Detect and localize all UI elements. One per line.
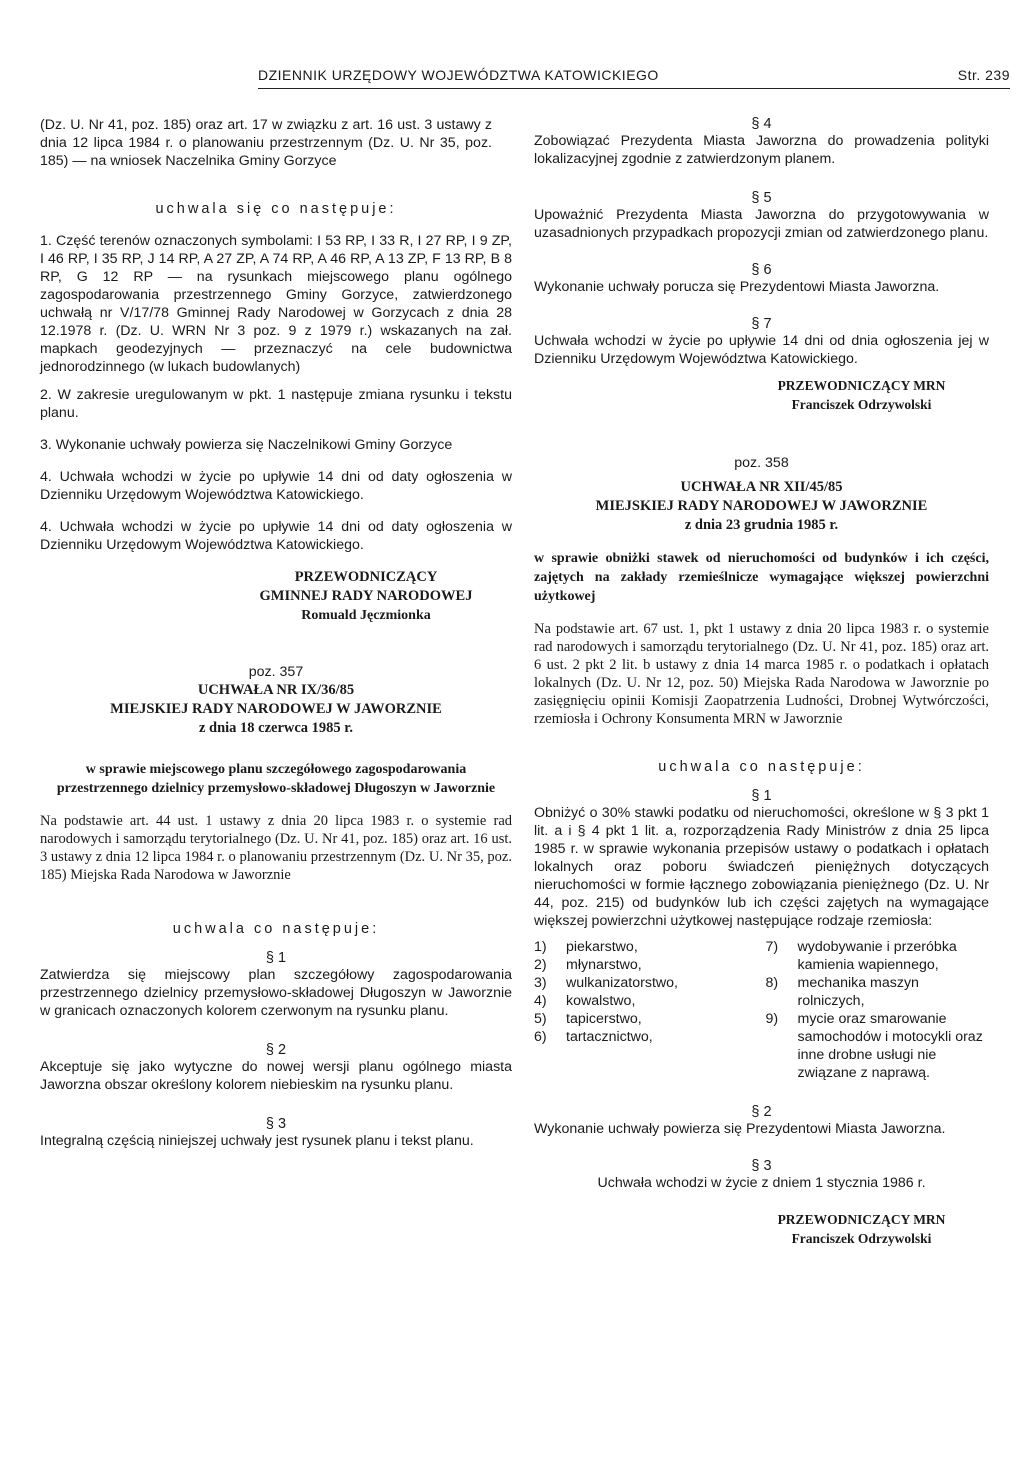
section-2-text: Akceptuje się jako wytyczne do nowej wersji planu ogólnego miasta Jaworzna obszar określony kolorem niebieskim na rysunku planu. [40,1059,512,1093]
section-7-text: Uchwała wchodzi w życie po upływie 14 dni od dnia ogłoszenia jej w Dzienniku Urzędowym Województwa Katowickiego. [534,333,989,367]
paragraph-1-text: Obniżyć o 30% stawki podatku od nieruchomości, określone w § 3 pkt 1 lit. a i § 4 pkt 1 lit. a, rozporządzenia Rady Ministrów z dnia 25 lipca 1985 r. w sprawie wykonania przepisów ustawy o podatkach i opłatach lokalnych oraz poboru świadczeń pieniężnych dotyczących nieruchomości w formie łącznego zobowiązania pieniężnego (Dz. U. Nr 44, poz. 215) od budynków lub ich części zajętych na wymagające większej powierzchni użytkowej następujące rodzaje rzemiosła: [534,805,989,929]
signature-3-title: PRZEWODNICZĄCY MRN [777,1212,946,1227]
list-item: 5) tapicerstwo, [534,1011,642,1027]
signature-2-title: PRZEWODNICZĄCY MRN [777,378,946,393]
legal-basis: Na podstawie art. 44 ust. 1 ustawy z dnia 20 lipca 1983 r. o systemie rad narodowych i samorządu terytorialnego (Dz. U. Nr 41, poz. 185) oraz art. 16 ust. 3 ustawy z dnia 12 lipca 1984 r. o planowaniu przestrzennym (Dz. U. Nr 35, poz. 185) Miejska Rada Narodowa w Jaworznie [40,813,512,883]
resolution-subject: w sprawie miejscowego planu szczegółowego zagospodarowania przestrzennego dzielnicy przemysłowo-składowej Długoszyn w Jaworznie [56,762,496,796]
list-item: 9) mycie oraz smarowanie samochodów i motocykli oraz inne drobne usługi nie związane z naprawą. [765,1011,983,1081]
list-item: 2) młynarstwo, [534,957,642,973]
list-item: 4) kowalstwo, [534,993,636,1009]
point-4a: 4. Uchwała wchodzi w życie po upływie 14 dni od daty ogłoszenia w Dzienniku Urzędowym Województwa Katowickiego. [40,469,512,503]
section-4: § 4 [751,116,772,132]
page-header [258,66,1010,89]
section-5: § 5 [751,190,772,206]
list-item: 7) wydobywanie i przeróbka kamienia wapiennego, [765,939,957,973]
list-item: 3) wulkanizatorstwo, [534,975,678,991]
resolves-line-3: uchwala co następuje: [658,759,865,775]
intro-paragraph: (Dz. U. Nr 41, poz. 185) oraz art. 17 w związku z art. 16 ust. 3 ustawy z dnia 12 lipca 1984 r. o planowaniu przestrzennym (Dz. U. Nr 35, poz. 185) — na wniosek Naczelnika Gminy Gorzyce [40,117,492,169]
resolution-body: MIEJSKIEJ RADY NARODOWEJ W JAWORZNIE [110,701,442,717]
point-1: 1. Część terenów oznaczonych symbolami: I 53 RP, I 33 R, I 27 RP, I 9 ZP, I 46 RP, I 35 RP, J 14 RP, A 27 ZP, A 74 RP, A 46 RP, A 13 ZP, F 13 RP, B 8 RP, G 12 RP — na rysunkach miejscowego planu ogólnego zagospodarowania przestrzennego Gminy Gorzyce, zatwierdzonego uchwałą nr V/17/78 Gminnej Rady Narodowej w Gorzycach z dnia 28 12.1978 r. (Dz. U. WRN Nr 3 poz. 9 z 1979 r.) wskazanych na zał. mapkach geodezyjnych — przeznaczyć na cele budownictwa jednorodzinnego (w lukach budowlanych) [40,233,512,375]
signature-2-name: Franciszek Odrzywolski [791,397,932,412]
signature-block-2 [534,376,989,414]
section-1-text: Zatwierdza się miejscowy plan szczegółowy zagospodarowania przestrzennego dzielnicy przemysłowo-składowej Długoszyn w Jaworznie w granicach oznaczonych kolorem czerwonym na rysunku planu. [40,967,512,1019]
craft-list [534,938,989,1082]
resolution-2-title: UCHWAŁA NR XII/45/85 [680,479,843,495]
signature-name: Romuald Jęczmionka [301,608,431,623]
paragraph-1: § 1 [751,788,772,804]
signature-title: PRZEWODNICZĄCY [294,569,438,585]
section-7: § 7 [751,316,772,332]
section-4-text: Zobowiązać Prezydenta Miasta Jaworzna do prowadzenia polityki lokalizacyjnej zgodnie z zatwierdzonym planem. [534,133,989,167]
legal-basis-2: Na podstawie art. 67 ust. 1, pkt 1 ustawy z dnia 20 lipca 1983 r. o systemie rad narodowych i samorządu terytorialnego (Dz. U. Nr 41, poz. 185) oraz art. 6 ust. 2 pkt 2 lit. b ustawy z dnia 14 marca 1985 r. o podatkach i opłatach lokalnych (Dz. U. Nr 12, poz. 50) Miejska Rada Narodowa w Jaworznie po zasięgnięciu opinii Komisji Zaopatrzenia Ludności, Drobnej Wytwórczości, rzemiosła i Ochrony Konsumenta MRN w Jaworznie [534,621,989,727]
position-358: poz. 358 [734,455,789,471]
paragraph-2-text: Wykonanie uchwały powierza się Prezydentowi Miasta Jaworzna. [534,1121,946,1137]
section-3-text: Integralną częścią niniejszej uchwały jest rysunek planu i tekst planu. [40,1133,474,1149]
section-5-text: Upoważnić Prezydenta Miasta Jaworzna do przygotowywania w uzasadnionych przypadkach propozycji zmian od zatwierdzonego planu. [534,207,989,241]
right-column [534,116,989,1248]
resolution-2-subject: w sprawie obniżki stawek od nieruchomości od budynków i ich części, zajętych na zakłady rzemieślnicze wymagające większej powierzchni użytkowej [534,551,989,604]
list-item: 8) mechanika maszyn rolniczych, [765,975,919,1009]
left-column [40,116,512,1150]
journal-title: DZIENNIK URZĘDOWY WOJEWÓDZTWA KATOWICKIEGO [258,67,659,83]
signature-body: GMINNEJ RADY NARODOWEJ [259,588,473,604]
section-2: § 2 [265,1042,287,1058]
section-1: § 1 [265,950,287,966]
craft-list-left [534,938,758,1082]
section-6-text: Wykonanie uchwały porucza się Prezydentowi Miasta Jaworzna. [534,279,940,295]
signature-3-name: Franciszek Odrzywolski [791,1231,932,1246]
point-2: 2. W zakresie uregulowanym w pkt. 1 następuje zmiana rysunku i tekstu planu. [40,387,512,421]
point-4b: 4. Uchwała wchodzi w życie po upływie 14 dni od daty ogłoszenia w Dzienniku Urzędowym Województwa Katowickiego. [40,519,512,553]
resolves-line: uchwala się co następuje: [155,201,397,217]
position-357: poz. 357 [248,664,304,680]
resolution-date: z dnia 18 czerwca 1985 r. [198,720,354,736]
section-6: § 6 [751,262,772,278]
list-item: 6) tartacznictwo, [534,1029,653,1045]
resolution-title: UCHWAŁA NR IX/36/85 [197,682,355,698]
resolution-2-body: MIEJSKIEJ RADY NARODOWEJ W JAWORZNIE [595,498,928,514]
signature-block-1 [40,568,512,625]
craft-list-right [766,938,990,1082]
list-item: 1) piekarstwo, [534,939,638,955]
paragraph-2: § 2 [751,1104,772,1120]
section-3: § 3 [265,1116,287,1132]
paragraph-3-text: Uchwała wchodzi w życie z dniem 1 stycznia 1986 r. [597,1175,926,1191]
page-number: Str. 239 [957,67,1010,83]
signature-block-3 [534,1210,989,1248]
point-3: 3. Wykonanie uchwały powierza się Naczelnikowi Gminy Gorzyce [40,437,453,453]
resolves-line-2: uchwala co następuje: [172,921,380,937]
paragraph-3: § 3 [751,1158,772,1174]
resolution-2-date: z dnia 23 grudnia 1985 r. [684,517,839,533]
